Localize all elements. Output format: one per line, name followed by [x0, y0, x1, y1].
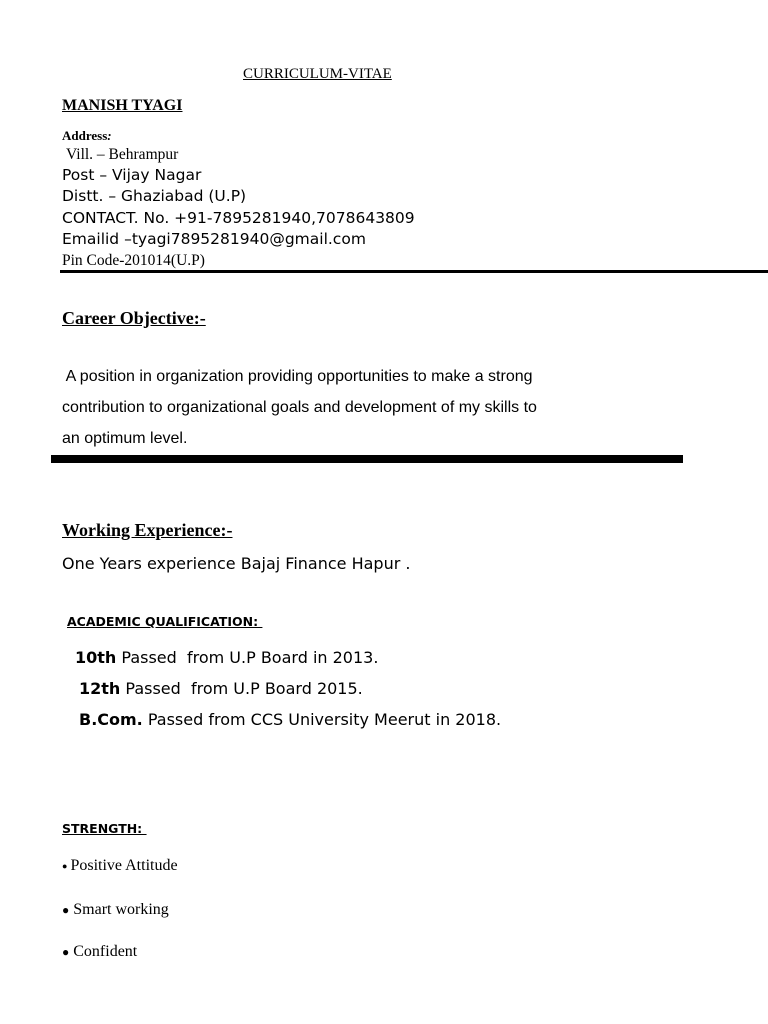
academic-qualification-heading: ACADEMIC QUALIFICATION:: [67, 614, 263, 629]
bullet-icon: ●: [62, 903, 70, 917]
address-label: [62, 128, 112, 144]
working-experience-text: One Years experience Bajaj Finance Hapur .: [62, 554, 411, 573]
candidate-name: MANISH TYAGI: [62, 97, 183, 114]
strength-item: [62, 901, 169, 919]
qualification-degree: B.Com.: [79, 710, 143, 729]
qualification-item: [79, 679, 363, 698]
email-address: Emailid –tyagi7895281940@gmail.com: [62, 230, 366, 248]
strength-item: [62, 943, 137, 961]
address-label-text: Address: [62, 128, 108, 143]
strength-item: [62, 857, 178, 875]
strength-label: Smart working: [73, 901, 169, 918]
section-divider: [51, 455, 683, 463]
address-district: Distt. – Ghaziabad (U.P): [62, 187, 247, 205]
career-objective-heading: Career Objective:-: [62, 308, 206, 328]
qualification-degree: 10th: [75, 648, 117, 667]
qualification-detail: Passed from CCS University Meerut in 2018.: [142, 710, 502, 729]
objective-line: an optimum level.: [62, 430, 188, 447]
working-experience-heading: Working Experience:-: [62, 520, 233, 540]
pin-code: Pin Code-201014(U.P): [62, 252, 205, 269]
header-divider: [60, 270, 768, 273]
address-label-colon: :: [107, 128, 112, 143]
address-post: Post – Vijay Nagar: [62, 166, 202, 184]
document-title: CURRICULUM-VITAE: [243, 66, 392, 82]
qualification-degree: 12th: [79, 679, 121, 698]
bullet-icon: ●: [62, 861, 68, 871]
objective-line: contribution to organizational goals and development of my skills to: [62, 399, 537, 416]
qualification-item: [75, 648, 378, 667]
qualification-detail: Passed from U.P Board 2015.: [120, 679, 363, 698]
address-village: Vill. – Behrampur: [66, 146, 179, 163]
objective-line: A position in organization providing opportunities to make a strong: [62, 368, 533, 385]
qualification-detail: Passed from U.P Board in 2013.: [116, 648, 379, 667]
strength-heading: STRENGTH:: [62, 821, 147, 836]
contact-number: CONTACT. No. +91-7895281940,7078643809: [62, 209, 415, 227]
bullet-icon: ●: [62, 945, 70, 959]
career-objective-text: [62, 361, 607, 454]
strength-label: Confident: [73, 943, 138, 960]
strength-label: Positive Attitude: [70, 857, 178, 874]
qualification-item: [79, 710, 501, 729]
